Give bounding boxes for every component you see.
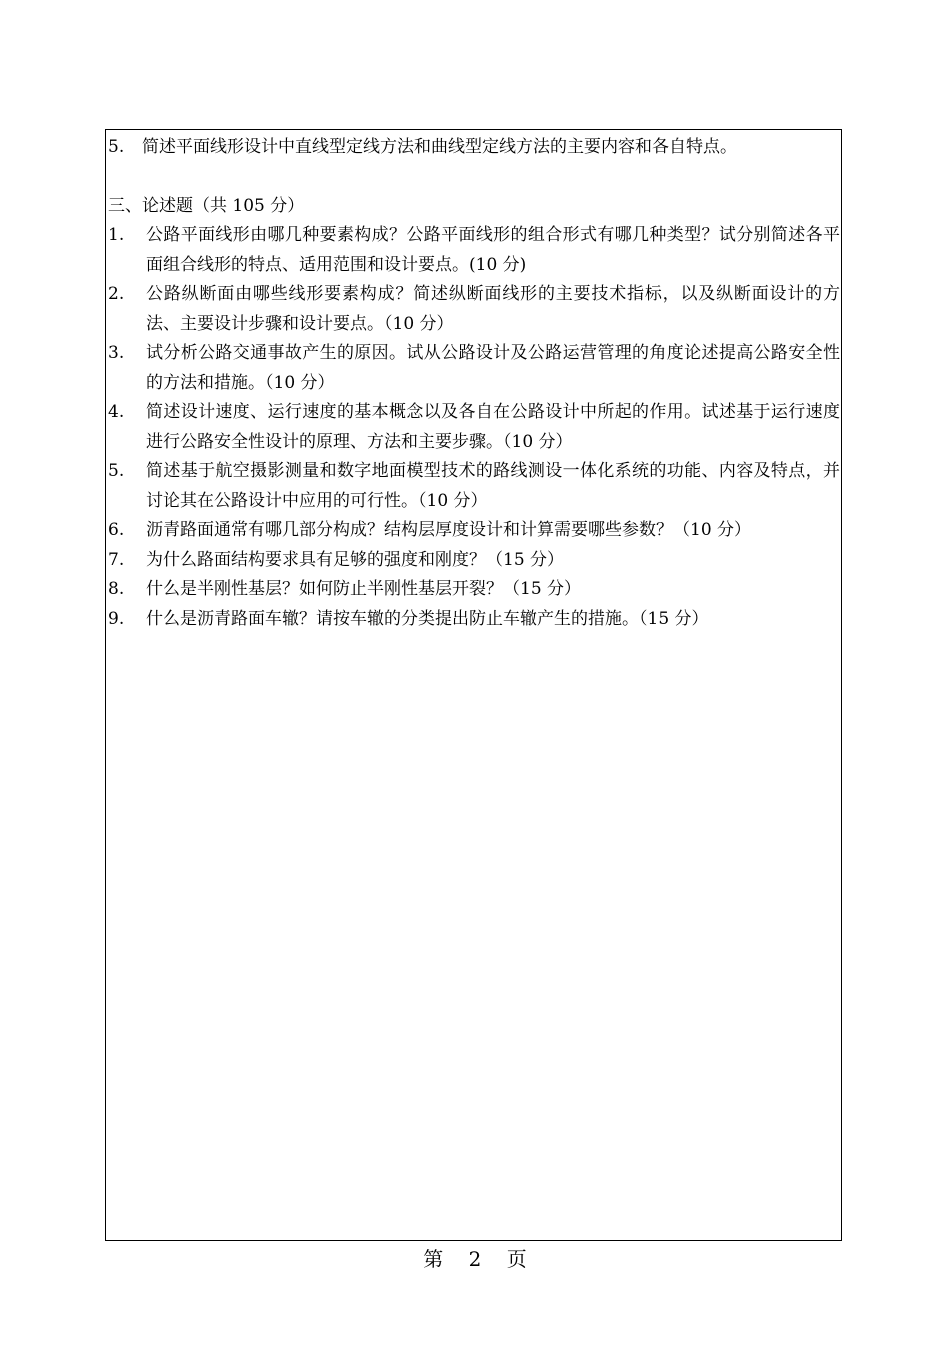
section-gap — [108, 163, 840, 192]
item-text: 简述基于航空摄影测量和数字地面模型技术的路线测设一体化系统的功能、内容及特点，并讨论其在公路设计中应用的可行性。（10 分） — [146, 461, 840, 511]
question-item-6 — [108, 516, 840, 546]
item-number: 3. — [108, 343, 125, 363]
item-text: 简述平面线形设计中直线型定线方法和曲线型定线方法的主要内容和各自特点。 — [142, 137, 737, 157]
item-number: 2. — [108, 284, 125, 304]
page-number: 2 — [468, 1247, 482, 1271]
item-number: 5. — [108, 137, 125, 157]
item-text: 公路纵断面由哪些线形要素构成？简述纵断面线形的主要技术指标，以及纵断面设计的方法、主要设计步骤和设计要点。（10 分） — [146, 284, 840, 334]
item-number: 8. — [108, 579, 125, 599]
item-number: 4. — [108, 402, 125, 422]
item-number: 6. — [108, 520, 125, 540]
prev-section-item-5 — [108, 133, 840, 163]
item-number: 1. — [108, 225, 125, 245]
question-item-3 — [108, 339, 840, 398]
item-number: 5. — [108, 461, 125, 481]
exam-content — [108, 133, 840, 634]
item-number: 7. — [108, 549, 125, 570]
item-text: 什么是半刚性基层？如何防止半刚性基层开裂？（15 分） — [146, 579, 582, 599]
question-list — [108, 221, 840, 634]
item-text: 试分析公路交通事故产生的原因。试从公路设计及公路运营管理的角度论述提高公路安全性的方法和措施。（10 分） — [146, 343, 840, 393]
question-item-2 — [108, 280, 840, 339]
question-item-9 — [108, 605, 840, 635]
question-item-7 — [108, 546, 840, 576]
item-text: 简述设计速度、运行速度的基本概念以及各自在公路设计中所起的作用。试述基于运行速度进行公路安全性设计的原理、方法和主要步骤。（10 分） — [146, 402, 840, 452]
page-footer — [0, 1244, 950, 1274]
item-text: 沥青路面通常有哪几部分构成？结构层厚度设计和计算需要哪些参数？（10 分） — [146, 520, 752, 540]
item-text: 什么是沥青路面车辙？请按车辙的分类提出防止车辙产生的措施。（15 分） — [146, 608, 709, 629]
item-text: 公路平面线形由哪几种要素构成？公路平面线形的组合形式有哪几种类型？试分别简述各平面组合线形的特点、适用范围和设计要点。(10 分) — [146, 225, 840, 275]
section-title: 三、论述题（共 105 分） — [108, 195, 305, 216]
item-number: 9. — [108, 608, 125, 629]
item-text: 为什么路面结构要求具有足够的强度和刚度？（15 分） — [146, 549, 565, 570]
question-item-1 — [108, 221, 840, 280]
question-item-5 — [108, 457, 840, 516]
question-item-8 — [108, 575, 840, 605]
footer-prefix: 第 — [423, 1247, 444, 1271]
footer-suffix: 页 — [506, 1247, 527, 1271]
question-item-4 — [108, 398, 840, 457]
